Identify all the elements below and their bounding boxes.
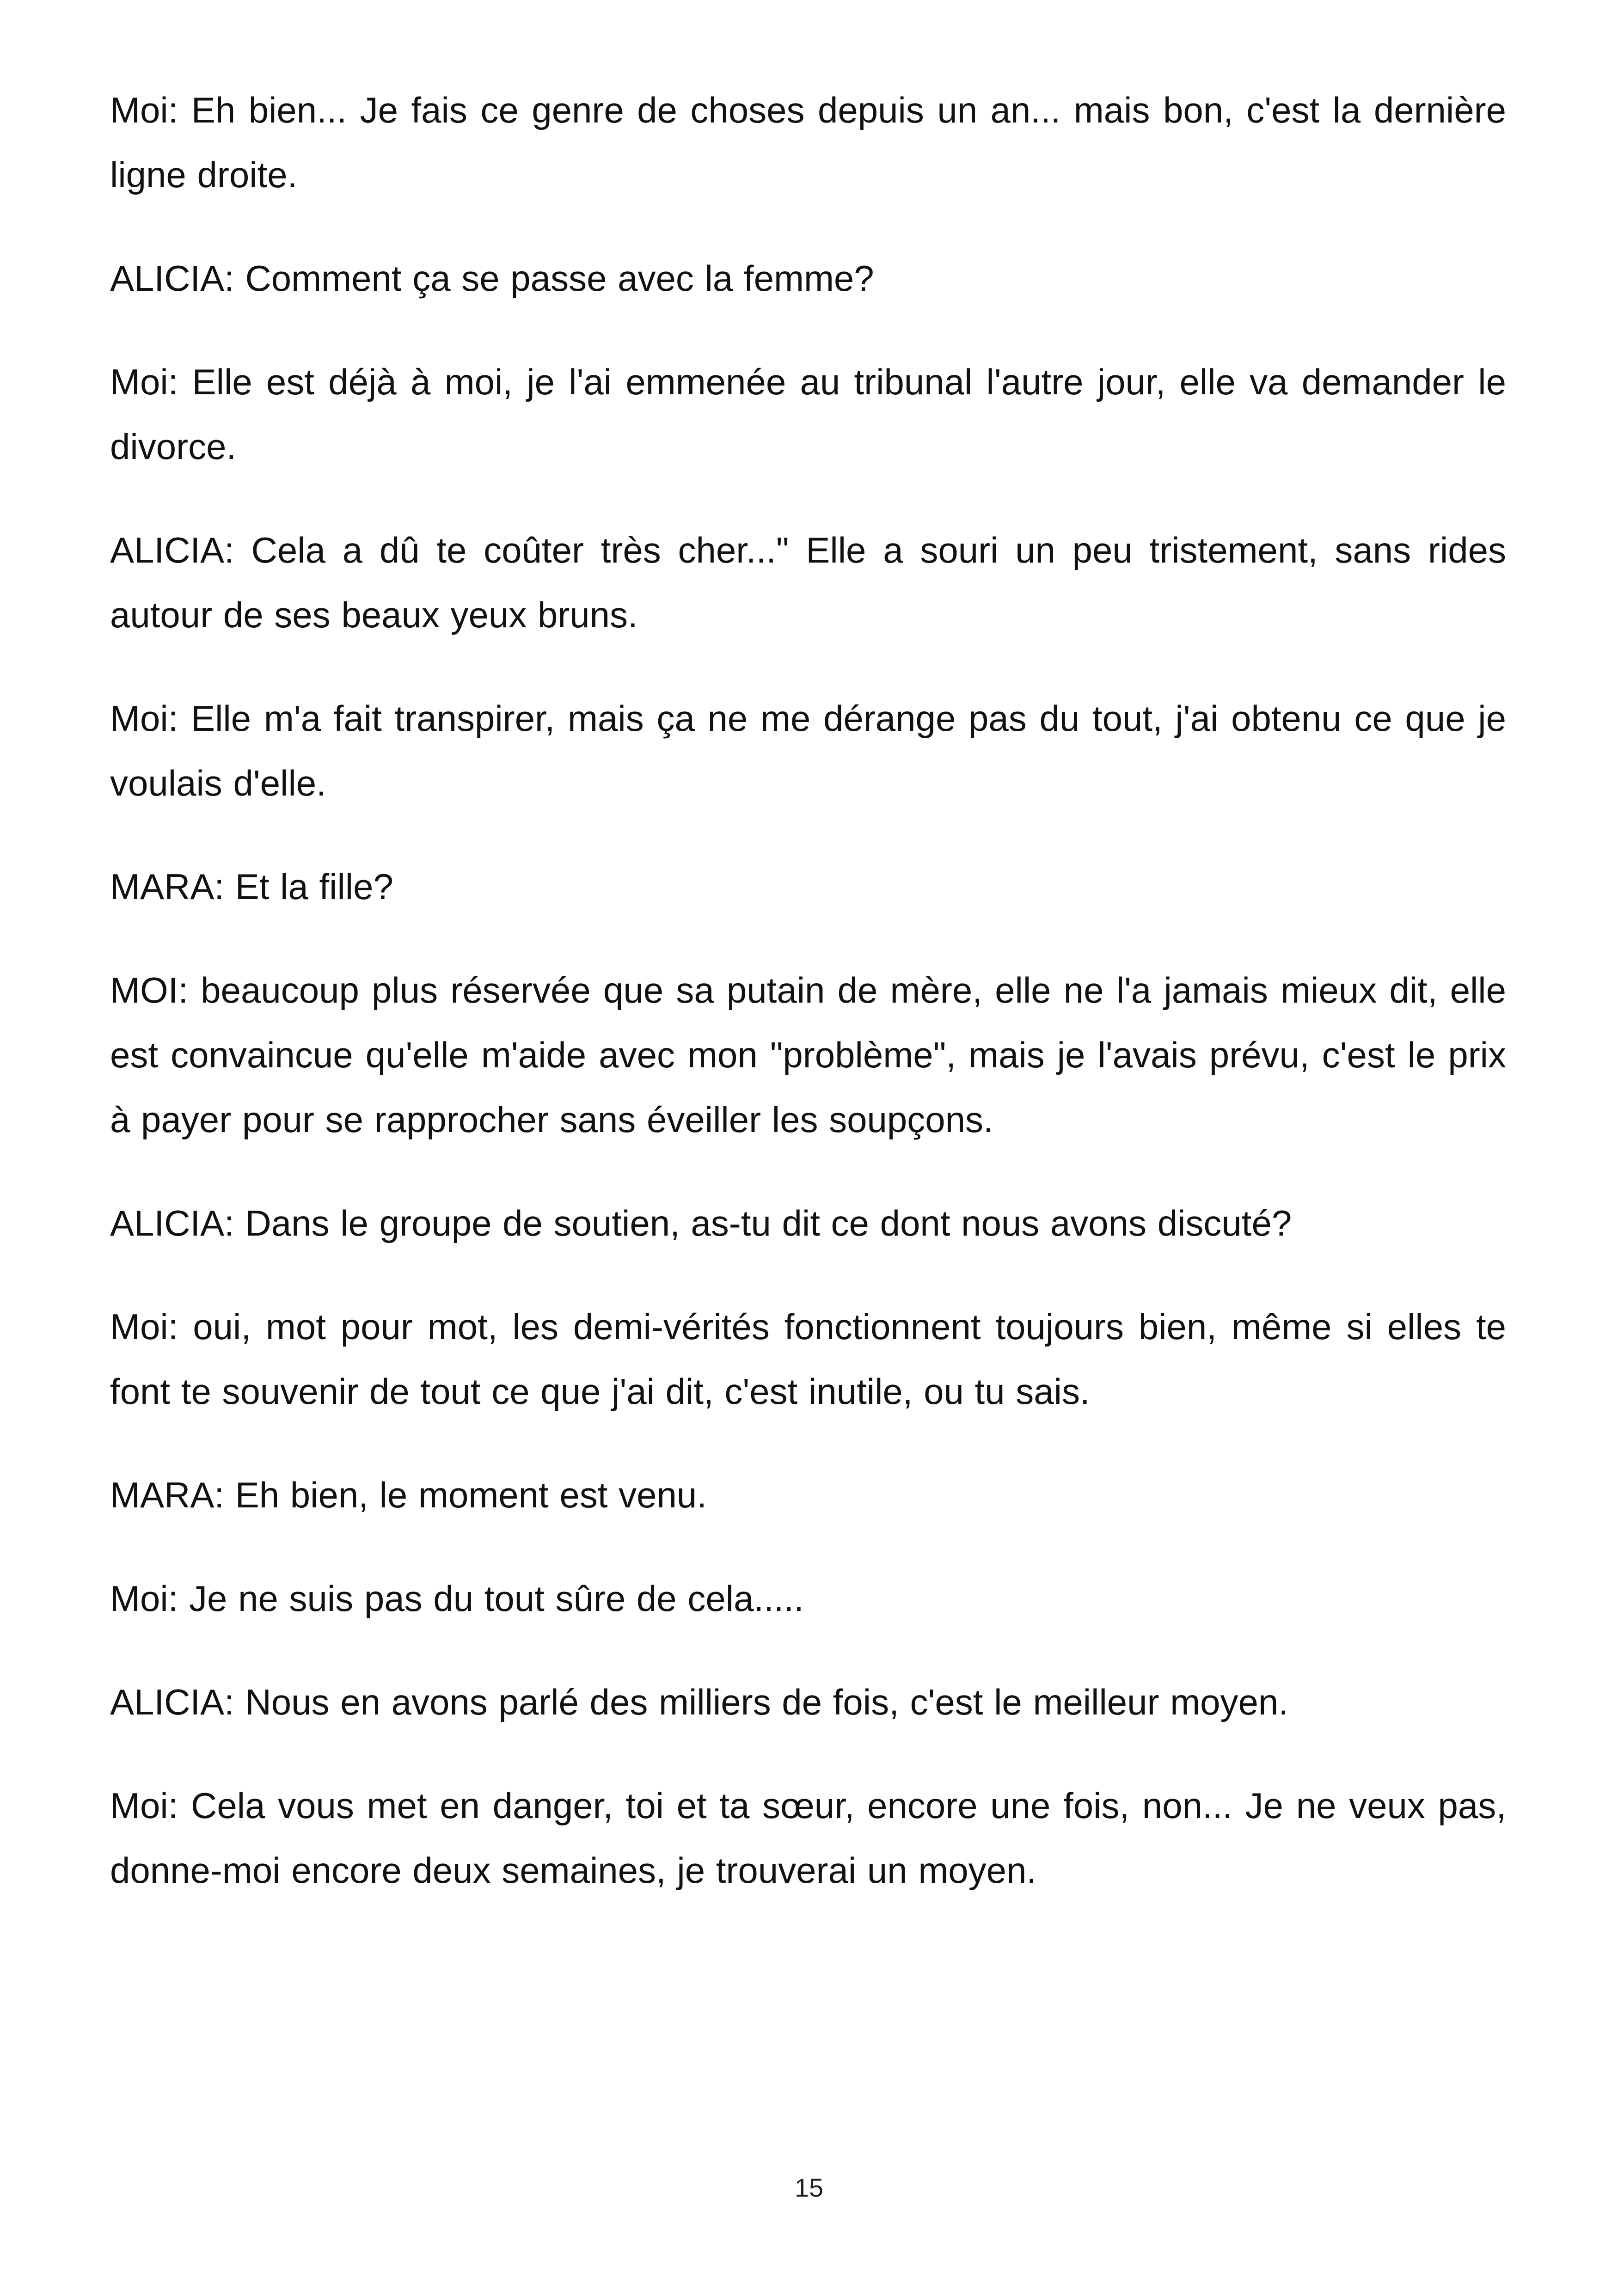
page-number: 15 <box>794 2173 824 2202</box>
dialogue-paragraph: Moi: Elle m'a fait transpirer, mais ça ne me dérange pas du tout, j'ai obtenu ce que je voulais d'elle. <box>110 698 1506 803</box>
dialogue-paragraph: ALICIA: Dans le groupe de soutien, as-tu dit ce dont nous avons discuté? <box>110 1203 1292 1243</box>
dialogue-paragraph: Moi: Elle est déjà à moi, je l'ai emmenée au tribunal l'autre jour, elle va demander le divorce. <box>110 361 1506 467</box>
dialogue-paragraph: ALICIA: Cela a dû te coûter très cher..." Elle a souri un peu tristement, sans rides autour de ses beaux yeux bruns. <box>110 530 1506 635</box>
dialogue-paragraph: MARA: Eh bien, le moment est venu. <box>110 1475 707 1515</box>
dialogue-paragraph: ALICIA: Nous en avons parlé des milliers de fois, c'est le meilleur moyen. <box>110 1682 1288 1722</box>
dialogue-paragraph: Moi: oui, mot pour mot, les demi-vérités fonctionnent toujours bien, même si elles te font te souvenir de tout ce que j'ai dit, c'est inutile, ou tu sais. <box>110 1306 1506 1412</box>
dialogue-paragraph: Moi: Cela vous met en danger, toi et ta sœur, encore une fois, non... Je ne veux pas, donne-moi encore deux semaines, je trouverai un moyen. <box>110 1785 1506 1891</box>
dialogue-paragraph: ALICIA: Comment ça se passe avec la femme? <box>110 258 874 299</box>
dialogue-paragraph: MOI: beaucoup plus réservée que sa putain de mère, elle ne l'a jamais mieux dit, elle est convaincue qu'elle m'aide avec mon "problème", mais je l'avais prévu, c'est le prix à payer pour se rapprocher sans éveiller les soupçons. <box>110 970 1506 1140</box>
dialogue-paragraph: MARA: Et la fille? <box>110 866 393 907</box>
dialogue-paragraph: Moi: Je ne suis pas du tout sûre de cela..... <box>110 1578 804 1619</box>
page-body <box>110 78 1506 1941</box>
dialogue-paragraph: Moi: Eh bien... Je fais ce genre de choses depuis un an... mais bon, c'est la dernière ligne droite. <box>110 90 1506 195</box>
